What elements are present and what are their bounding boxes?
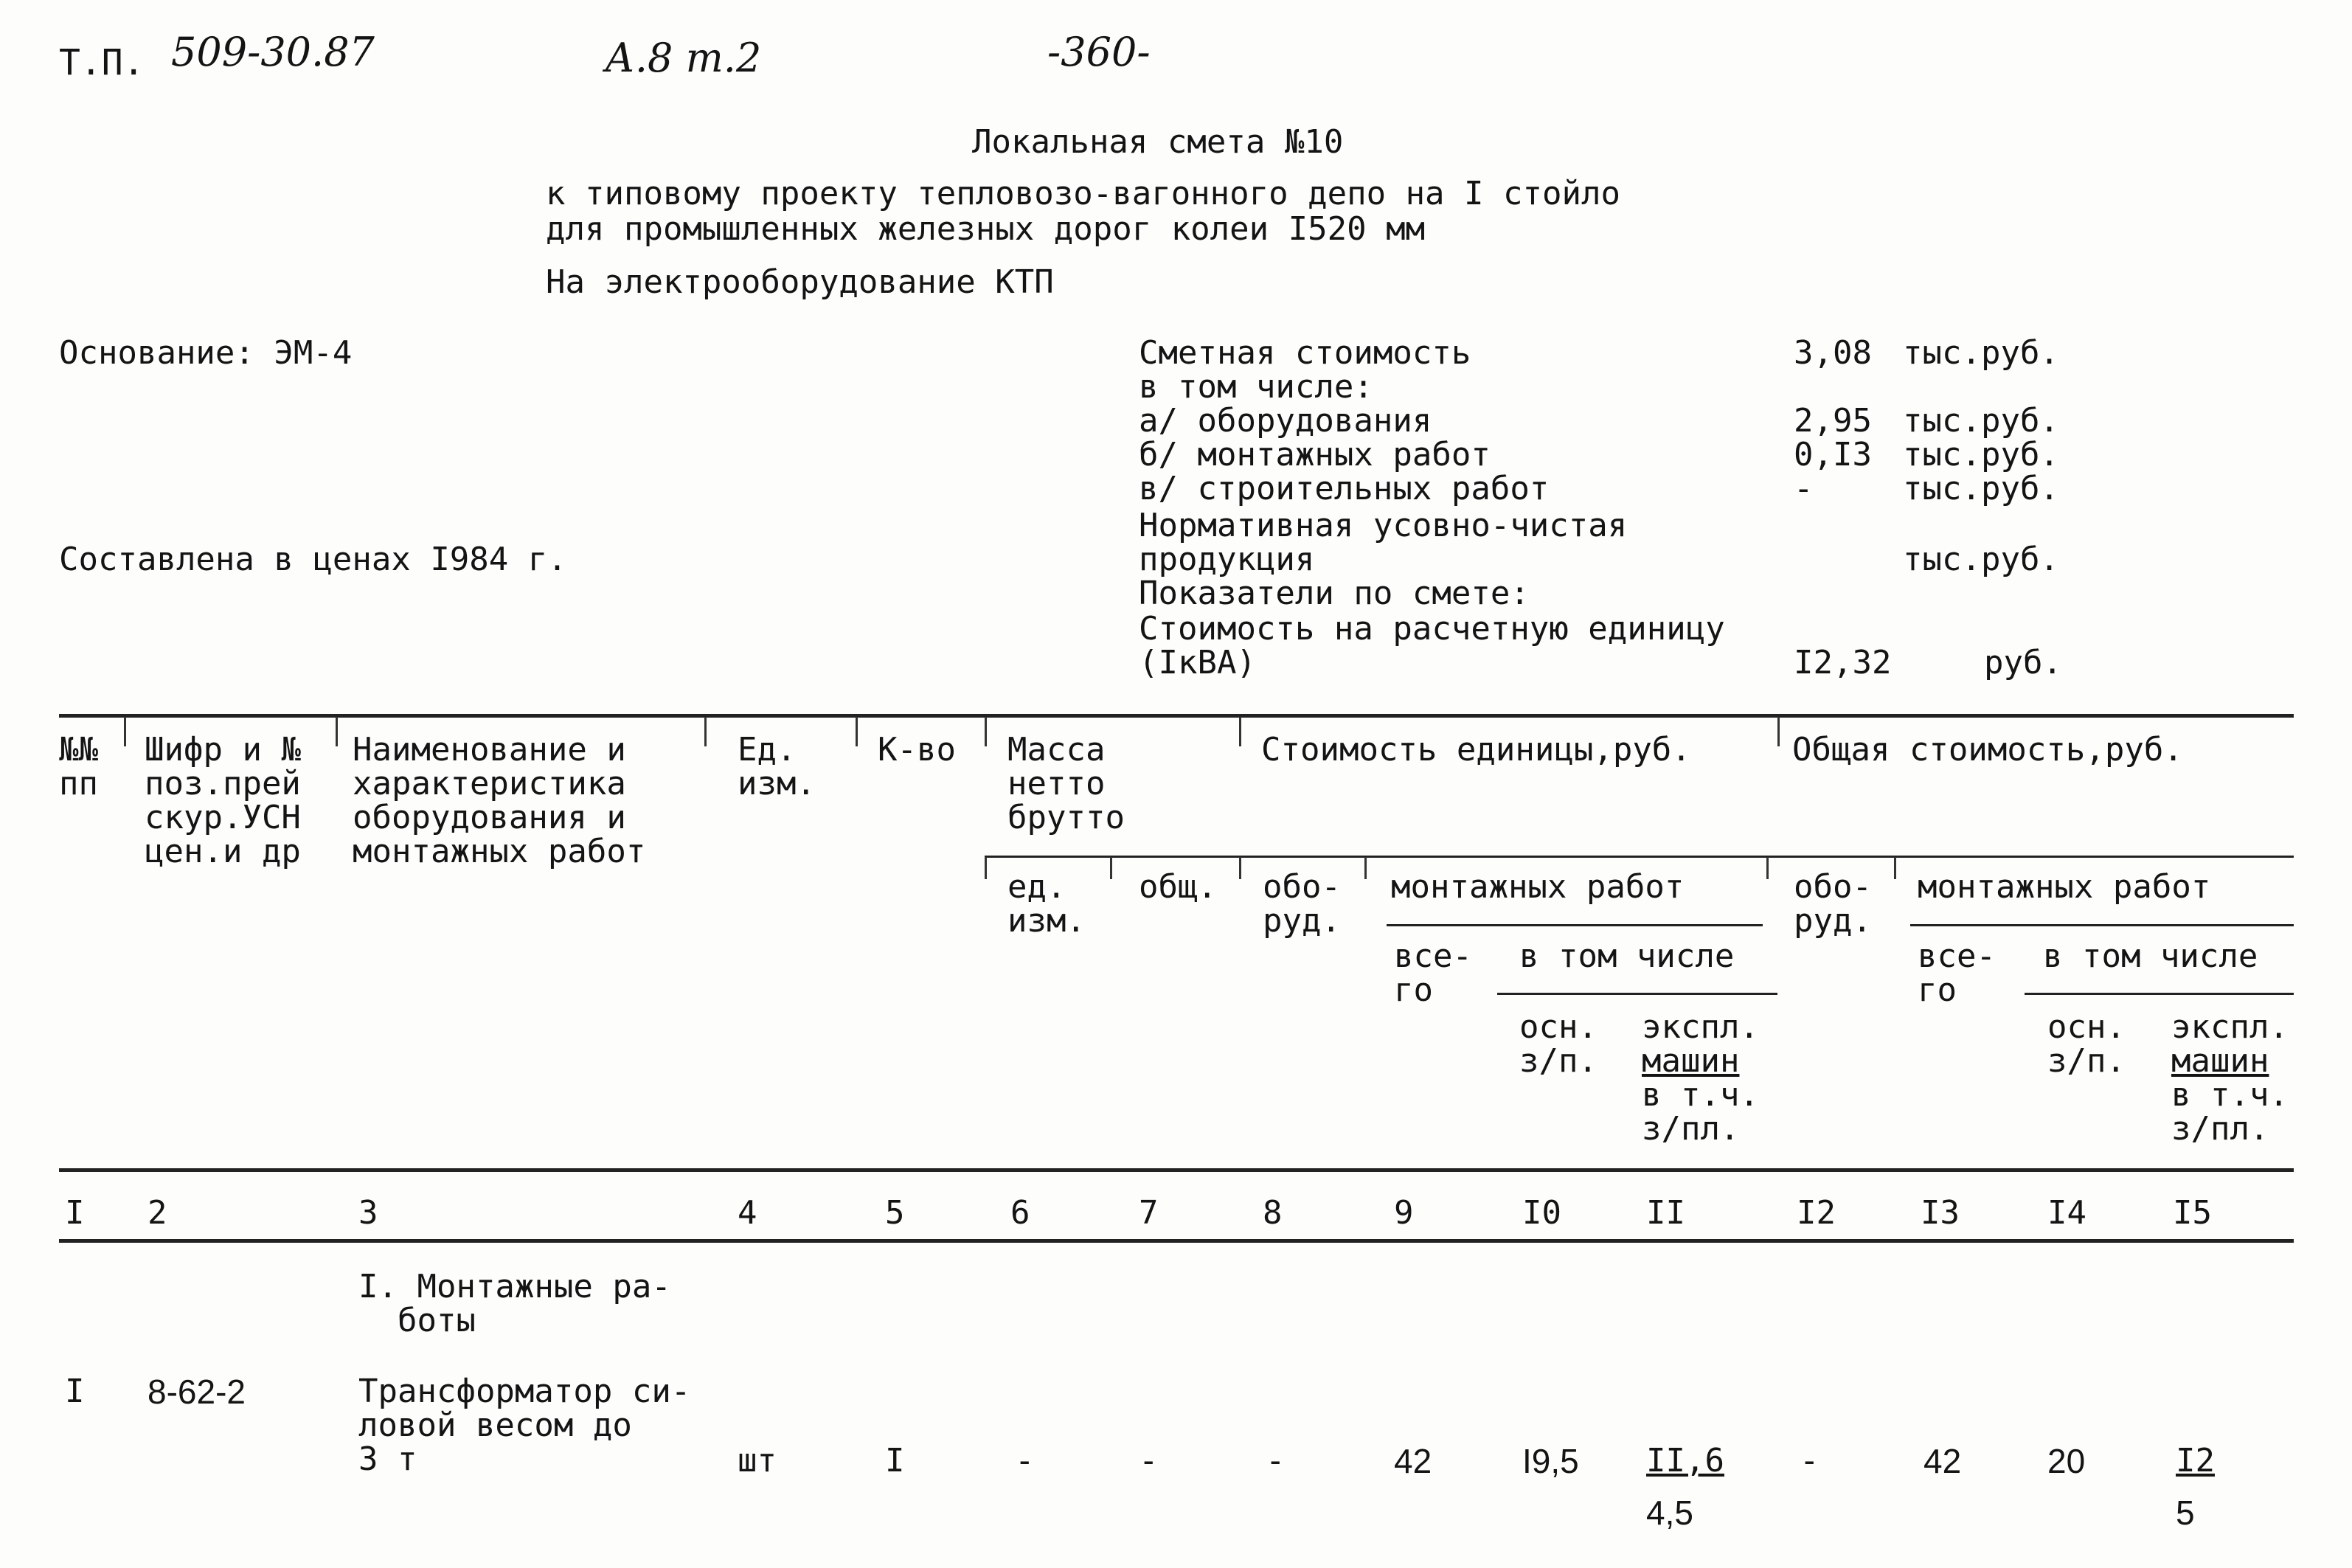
album-label: А.8 т.2 xyxy=(605,35,762,81)
summary-value: I2,32 xyxy=(1794,644,1892,681)
summary-label: в том числе: xyxy=(1139,368,1373,406)
col-header-code: Шифр и № поз.прей скур.УСН цен.и др xyxy=(145,731,301,870)
summary-value: 3,08 xyxy=(1794,334,1872,372)
row-name: Трансформатор си- ловой весом до 3 т xyxy=(358,1373,691,1478)
col-number: I5 xyxy=(2173,1194,2212,1232)
row-base-wage: I9,5 xyxy=(1522,1442,1579,1480)
summary-value: - xyxy=(1794,470,1814,507)
col-header-mass-unit: ед. изм. xyxy=(1007,868,1086,940)
column-tick xyxy=(1364,857,1367,879)
header-subrule xyxy=(985,856,2294,858)
prices-year: Составлена в ценах I984 г. xyxy=(59,541,567,578)
col-header-base-wage: осн. з/п. xyxy=(1519,1008,1598,1080)
col-number: I4 xyxy=(2047,1194,2086,1232)
col-header-equip-total: обо- руд. xyxy=(1794,868,1872,940)
summary-unit: тыс.руб. xyxy=(1903,334,2059,372)
col-header-mount: монтажных работ xyxy=(1391,868,1685,906)
row-mount-total: 42 xyxy=(1394,1442,1432,1480)
summary-label: (IкВА) xyxy=(1139,644,1256,681)
row-mass-total: - xyxy=(1139,1442,1159,1479)
project-line-1: к типовому проекту тепловозо-вагонного депо на I стойло xyxy=(546,175,1620,212)
column-tick xyxy=(1766,857,1769,879)
summary-label: в/ строительных работ xyxy=(1139,470,1550,507)
col-number: I2 xyxy=(1797,1194,1836,1232)
incl-underline xyxy=(1497,993,1777,995)
col-number: II xyxy=(1646,1194,1685,1232)
page-number: -360- xyxy=(1047,29,1151,75)
col-header-mount-total: монтажных работ xyxy=(1918,868,2211,906)
col-header-mass-total: общ. xyxy=(1139,868,1217,906)
summary-label: продукция xyxy=(1139,541,1315,578)
col-header-total-cost: Общая стоимость,руб. xyxy=(1792,731,2183,769)
col-number: 9 xyxy=(1394,1194,1414,1232)
summary-unit: тыс.руб. xyxy=(1903,470,2059,507)
row-total-machines: I2 xyxy=(2176,1442,2215,1479)
row-total-mount: 42 xyxy=(1923,1442,1962,1480)
col-number: 6 xyxy=(1010,1194,1030,1232)
summary-label: Сметная стоимость xyxy=(1139,334,1471,372)
col-header-all: все- го xyxy=(1394,937,1472,1009)
row-machines-wage: 4,5 xyxy=(1646,1494,1693,1532)
tp-number: 509-30.87 xyxy=(171,29,375,75)
section-title: I. Монтажные ра- боты xyxy=(358,1268,671,1339)
summary-label: Нормативная усовно-чистая xyxy=(1139,507,1628,544)
col-number: I0 xyxy=(1522,1194,1561,1232)
col-number: I3 xyxy=(1921,1194,1960,1232)
row-number: I xyxy=(65,1373,85,1410)
row-machines: II,6 xyxy=(1646,1442,1724,1479)
column-tick xyxy=(1894,857,1896,879)
col-header-mass: Масса нетто брутто xyxy=(1007,731,1125,836)
incl2-underline xyxy=(2025,993,2294,995)
summary-unit: руб. xyxy=(1984,644,2062,681)
col-header-name: Наименование и характеристика оборудования и монтажных работ xyxy=(353,731,646,870)
col-header-incl: в том числе xyxy=(1519,937,1735,975)
table-top-rule xyxy=(59,714,2294,718)
column-tick xyxy=(985,717,987,746)
project-line-2: для промышленных железных дорог колеи I520 мм xyxy=(546,210,1426,248)
column-tick xyxy=(1110,857,1112,879)
project-line-3: На электрооборудование КТП xyxy=(546,263,1054,301)
col-header-equip: обо- руд. xyxy=(1263,868,1341,940)
row-total-equip: - xyxy=(1800,1442,1819,1479)
col-number: 2 xyxy=(148,1194,167,1232)
col-number: 4 xyxy=(738,1194,757,1232)
column-tick xyxy=(856,717,858,746)
summary-value: 2,95 xyxy=(1794,402,1872,440)
col-number: 5 xyxy=(885,1194,905,1232)
row-unit: шт xyxy=(738,1442,777,1479)
summary-value: 0,I3 xyxy=(1794,436,1872,473)
header-bottom-rule xyxy=(59,1168,2294,1172)
col-header-no: №№ пп xyxy=(59,731,98,802)
col-number: I xyxy=(65,1194,85,1232)
col-header-base-wage-2: осн. з/п. xyxy=(2047,1008,2126,1080)
col-header-machines-2: экспл. машин в т.ч. з/пл. xyxy=(2171,1008,2289,1148)
column-tick xyxy=(704,717,707,746)
summary-label: Показатели по смете: xyxy=(1139,575,1530,612)
column-tick xyxy=(985,857,987,879)
summary-unit: тыс.руб. xyxy=(1903,541,2059,578)
row-equip: - xyxy=(1266,1442,1286,1479)
row-total-machines-wage: 5 xyxy=(2176,1494,2195,1532)
estimate-title: Локальная смета №10 xyxy=(972,123,1344,161)
summary-unit: тыс.руб. xyxy=(1903,436,2059,473)
col-header-all-2: все- го xyxy=(1918,937,1996,1009)
numbers-bottom-rule xyxy=(59,1239,2294,1243)
summary-unit: тыс.руб. xyxy=(1903,402,2059,440)
mount-underline xyxy=(1387,924,1763,926)
col-number: 7 xyxy=(1139,1194,1159,1232)
col-header-incl-2: в том числе xyxy=(2043,937,2258,975)
col-header-unit: Ед. изм. xyxy=(738,731,816,802)
col-header-qty: К-во xyxy=(878,731,956,769)
col-number: 3 xyxy=(358,1194,378,1232)
column-tick xyxy=(1777,717,1780,746)
column-tick xyxy=(1239,857,1241,879)
basis: Основание: ЭМ-4 xyxy=(59,334,353,372)
column-tick xyxy=(1239,717,1241,746)
summary-label: Стоимость на расчетную единицу xyxy=(1139,610,1725,648)
col-header-machines: экспл. машин в т.ч. з/пл. xyxy=(1642,1008,1759,1148)
summary-label: а/ оборудования xyxy=(1139,402,1432,440)
row-qty: I xyxy=(885,1442,905,1479)
column-tick xyxy=(124,717,126,746)
row-total-base-wage: 20 xyxy=(2047,1442,2086,1480)
col-number: 8 xyxy=(1263,1194,1283,1232)
mount2-underline xyxy=(1910,924,2294,926)
row-mass-unit: - xyxy=(1015,1442,1035,1479)
row-code: 8-62-2 xyxy=(148,1373,246,1411)
summary-label: б/ монтажных работ xyxy=(1139,436,1491,473)
tp-label: Т.П. xyxy=(59,42,145,83)
col-header-unit-cost: Стоимость единицы,руб. xyxy=(1261,731,1691,769)
column-tick xyxy=(336,717,338,746)
